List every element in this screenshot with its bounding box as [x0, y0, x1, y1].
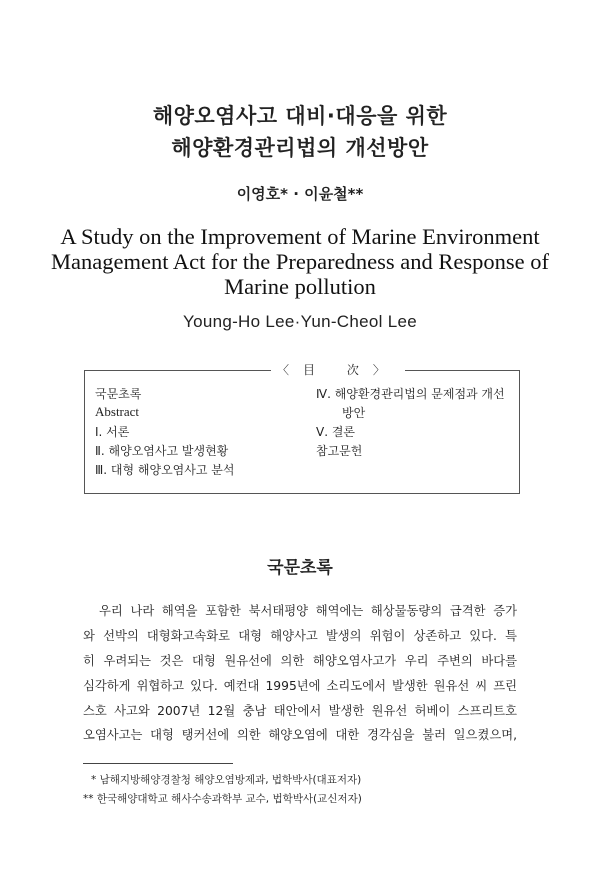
toc-item-problems-improvements: Ⅳ. 해양환경관리법의 문제점과 개선: [316, 387, 505, 401]
toc-item-abstract: Abstract: [95, 404, 140, 419]
footnote-first-author: * 남해지방해양경찰청 해양오염방제과, 법학박사(대표저자): [91, 774, 362, 786]
korean-authors: 이영호* · 이윤철**: [236, 185, 364, 203]
english-title-line-1: A Study on the Improvement of Marine Environment: [60, 224, 540, 249]
english-title-line-3: Marine pollution: [224, 274, 376, 299]
footnote-divider: [83, 763, 233, 764]
abstract-line: 스호 사고와 2007년 12월 충남 태안에서 발생한 원유선 허베이 스프리트호: [83, 704, 517, 718]
abstract-line: 와 선박의 대형화고속화로 대형 해양사고 발생의 위험이 상존하고 있다. 특: [83, 629, 517, 643]
toc-item-references: 참고문헌: [316, 444, 363, 458]
toc-item-major-incident-analysis: Ⅲ. 대형 해양오염사고 분석: [95, 463, 235, 477]
table-of-contents-box: [84, 363, 520, 494]
abstract-heading: 국문초록: [267, 558, 333, 578]
toc-item-conclusion: Ⅴ. 결론: [316, 425, 356, 439]
abstract-line: 우리 나라 해역을 포함한 북서태평양 해역에는 해상물동량의 급격한 증가: [99, 604, 517, 618]
toc-item-introduction: Ⅰ. 서론: [95, 425, 130, 439]
korean-title-line-2: 해양환경관리법의 개선방안: [171, 136, 429, 160]
toc-item-incident-status: Ⅱ. 해양오염사고 발생현황: [95, 444, 229, 458]
toc-item-abstract-korean: 국문초록: [95, 387, 142, 401]
english-authors: Young-Ho Lee·Yun-Cheol Lee: [182, 312, 417, 331]
english-title-line-2: Management Act for the Preparedness and Response of: [51, 249, 549, 274]
abstract-line: 심각하게 위협하고 있다. 예컨대 1995년에 소리도에서 발생한 원유선 씨 프린: [83, 679, 517, 693]
korean-title-line-1: 해양오염사고 대비·대응을 위한: [152, 104, 448, 128]
abstract-line: 히 우려되는 것은 대형 원유선에 의한 해양오염사고가 우리 주변의 바다를: [83, 654, 517, 668]
abstract-line: 오염사고는 대형 탱커선에 의한 해양오염에 대한 경각심을 불러 일으켰으며,: [83, 728, 517, 742]
toc-heading: 〈目 次〉: [271, 361, 405, 378]
toc-item-problems-improvements-cont: 방안: [342, 406, 366, 420]
footnote-corresponding-author: ** 한국해양대학교 해사수송과학부 교수, 법학박사(교신저자): [83, 793, 362, 805]
